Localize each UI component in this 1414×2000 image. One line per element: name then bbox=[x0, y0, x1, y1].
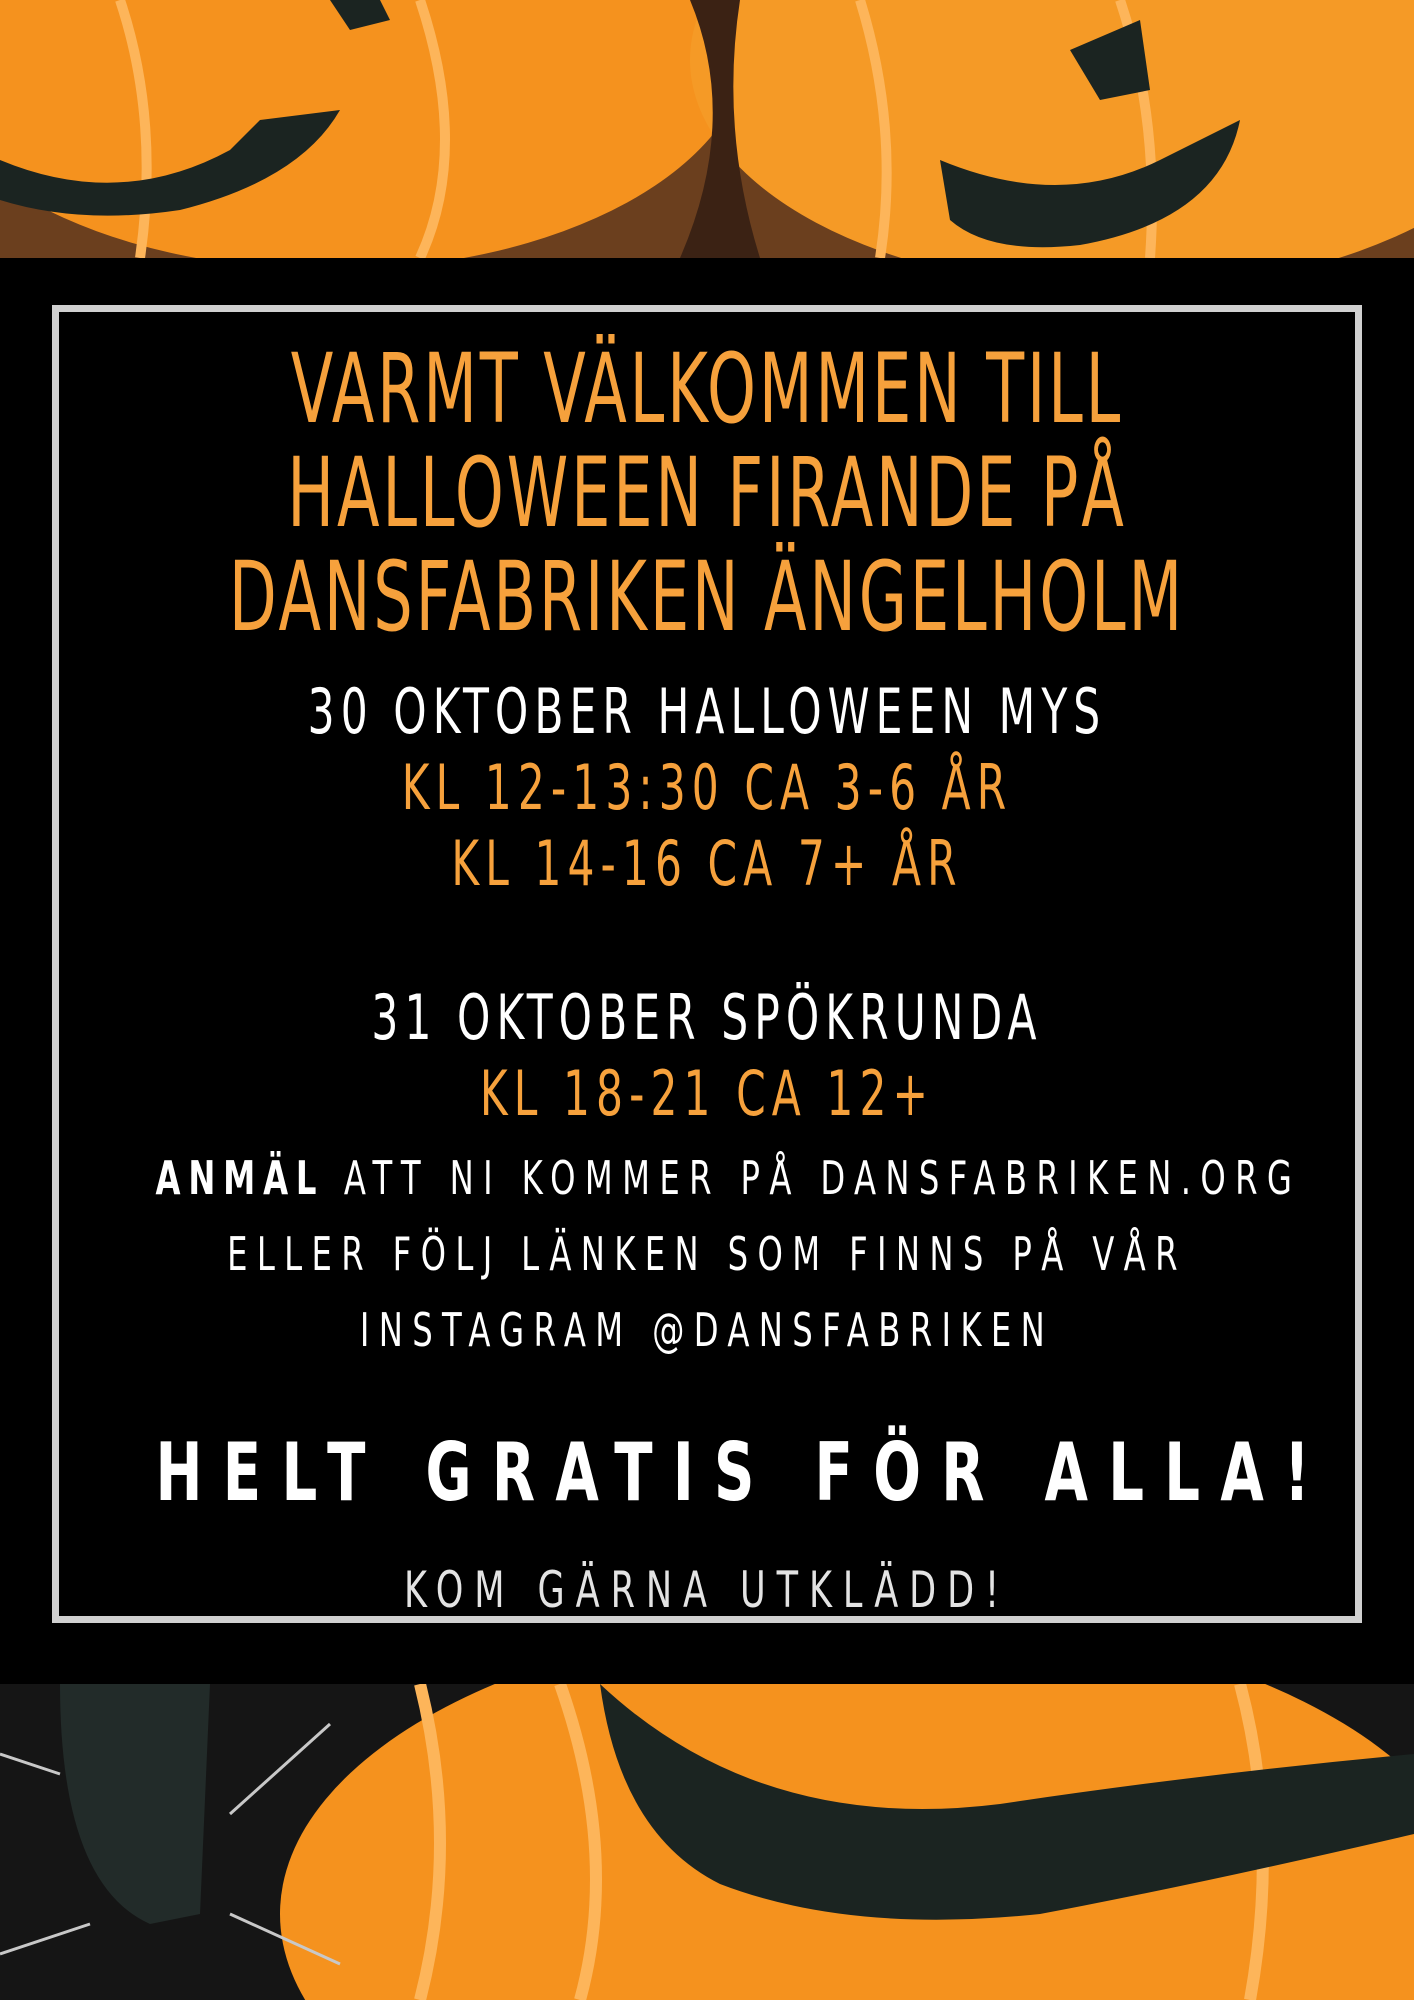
pumpkin-cookie-illustration-bottom bbox=[0, 1684, 1414, 2000]
event-2-time-1: KL 18-21 CA 12+ bbox=[479, 1057, 935, 1130]
event-2-heading: 31 OKTOBER SPÖKRUNDA bbox=[371, 981, 1043, 1054]
event-1-heading: 30 OKTOBER HALLOWEEN MYS bbox=[307, 675, 1107, 748]
event-1-time-1: KL 12-13:30 CA 3-6 ÅR bbox=[401, 751, 1013, 824]
signup-line-3: INSTAGRAM @DANSFABRIKEN bbox=[359, 1303, 1055, 1357]
free-for-all-text: HELT GRATIS FÖR ALLA! bbox=[155, 1426, 1330, 1519]
signup-line-1 bbox=[155, 1140, 1302, 1216]
title-line-2: HALLOWEEN FIRANDE PÅ bbox=[287, 437, 1127, 549]
pumpkin-cookie-photo-top bbox=[0, 0, 1414, 258]
title-line-3: DANSFABRIKEN ÄNGELHOLM bbox=[228, 541, 1186, 653]
event-1-time-2: KL 14-16 CA 7+ ÅR bbox=[451, 827, 963, 900]
title-line-1: VARMT VÄLKOMMEN TILL bbox=[290, 333, 1124, 445]
pumpkin-cookie-illustration-top bbox=[0, 0, 1414, 258]
signup-line-1-text: ATT NI KOMMER PÅ DANSFABRIKEN.ORG bbox=[343, 1151, 1302, 1205]
costume-invite-text: KOM GÄRNA UTKLÄDD! bbox=[403, 1561, 1011, 1619]
signup-bold-word: ANMÄL bbox=[155, 1151, 325, 1205]
signup-line-2: ELLER FÖLJ LÄNKEN SOM FINNS PÅ VÅR bbox=[227, 1227, 1187, 1281]
pumpkin-cookie-photo-bottom bbox=[0, 1684, 1414, 2000]
